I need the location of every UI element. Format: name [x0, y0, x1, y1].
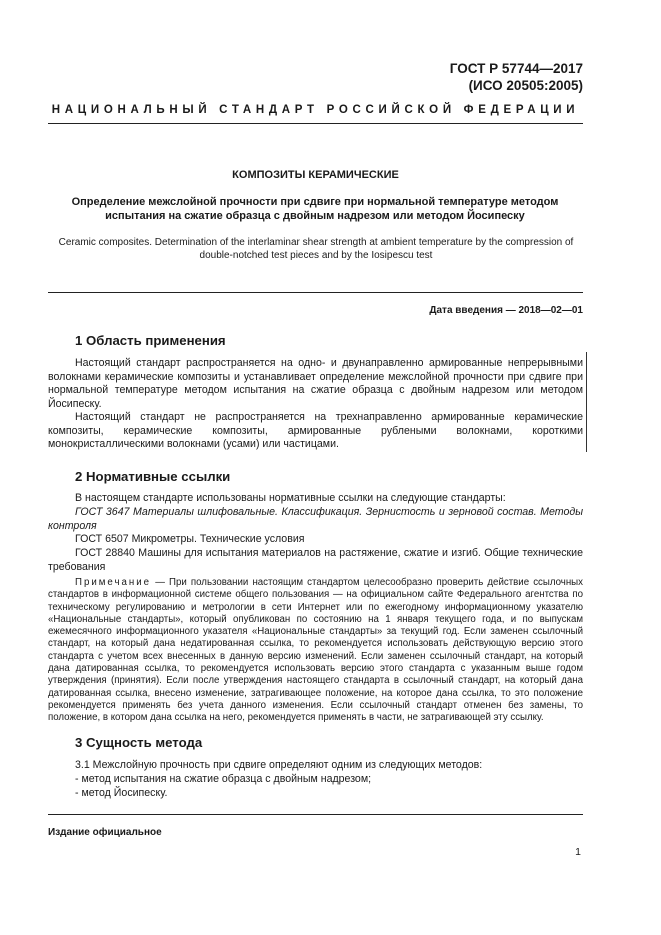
page-number: 1: [575, 846, 581, 858]
section-2-heading: 2 Нормативные ссылки: [75, 469, 231, 484]
english-title: Ceramic composites. Determination of the interlaminar shear strength at ambient temperature by the compression of double-notched test pieces and by the Iosipescu test: [58, 237, 574, 261]
reference-gost-28840: ГОСТ 28840 Машины для испытания материалов на растяжение, сжатие и изгиб. Общие технические требования: [48, 547, 583, 573]
section-1-paragraph-1: Настоящий стандарт распространяется на одно- и двунаправленно армированные непрерывными волокнами керамические композиты и устанавливает определение межслойной прочности при сдвиге при нормальной температуре методом испытания на сжатие образца с двойным надрезом или методом Йосипеску.: [48, 357, 583, 410]
section-3-list-item-2: - метод Йосипеску.: [75, 787, 168, 799]
iso-code: (ИСО 20505:2005): [468, 78, 583, 93]
section-3-paragraph-1: 3.1 Межслойную прочность при сдвиге определяют одним из следующих методов:: [75, 759, 483, 771]
note-text: — При пользовании настоящим стандартом целесообразно проверить действие ссылочных стандартов в информационной системе общего пользования — на официальном сайте Федерального агентства по техническому регулированию и метрологии в сети Интернет или по ежегодному информационному указателю «Национальные стандарты», который опубликован по состоянию на 1 января текущего года, и по выпускам ежемесячного информационного указателя «Национальные стандарты» за текущий год. Если заменен ссылочный стандарт, на который дана недатированная ссылка, то рекомендуется использовать действующую версию этого стандарта с учетом всех внесенных в данную версию изменений. Если заменен ссылочный стандарт, на который дана датированная ссылка, то рекомендуется использовать версию этого стандарта с указанным выше годом утверждения (принятия). Если после утверждения настоящего стандарта в ссылочный стандарт, на который дана датированная ссылка, внесено изменение, затрагивающее положение, на которое дана ссылка, то это положение рекомендуется применять без учета данного изменения. Если ссылочный стандарт отменен без замены, то положение, в котором дана ссылка на него, рекомендуется применять в части, не затрагивающей эту ссылку.: [48, 577, 583, 724]
footer-rule: [48, 814, 583, 815]
section-1-heading: 1 Область применения: [75, 333, 226, 348]
standard-code: ГОСТ Р 57744—2017: [449, 61, 583, 76]
document-subtitle: Определение межслойной прочности при сдвиге при нормальной температуре методом испытания на сжатие образца с двойным надрезом или методом Йосипеску: [71, 196, 559, 222]
section-3-list-item-1: - метод испытания на сжатие образца с двойным надрезом;: [75, 773, 372, 785]
note-label: Примечание: [75, 577, 152, 588]
reference-gost-6507: ГОСТ 6507 Микрометры. Технические условия: [75, 533, 305, 545]
section-3-heading: 3 Сущность метода: [75, 735, 203, 750]
official-edition-label: Издание официальное: [48, 827, 162, 838]
national-standard-banner: НАЦИОНАЛЬНЫЙ СТАНДАРТ РОССИЙСКОЙ ФЕДЕРАЦИИ: [51, 104, 580, 116]
introduction-date: Дата введения — 2018—02—01: [429, 305, 583, 316]
header-rule: [48, 123, 583, 124]
reference-gost-3647: ГОСТ 3647 Материалы шлифовальные. Классификация. Зернистость и зерновой состав. Методы контроля: [48, 506, 583, 532]
title-rule: [48, 292, 583, 293]
section-2-note: [48, 577, 583, 725]
section-2-intro: В настоящем стандарте использованы нормативные ссылки на следующие стандарты:: [75, 492, 506, 504]
standard-code-block: [450, 60, 583, 94]
section-1-paragraph-2: Настоящий стандарт не распространяется на трехнаправленно армированные керамические композиты, керамические композиты, армированные рублеными волокнами, короткими монокристаллическими волокнами (усами) или частицами.: [48, 411, 583, 450]
revision-margin-bar: [586, 352, 587, 452]
document-title: КОМПОЗИТЫ КЕРАМИЧЕСКИЕ: [232, 169, 399, 181]
